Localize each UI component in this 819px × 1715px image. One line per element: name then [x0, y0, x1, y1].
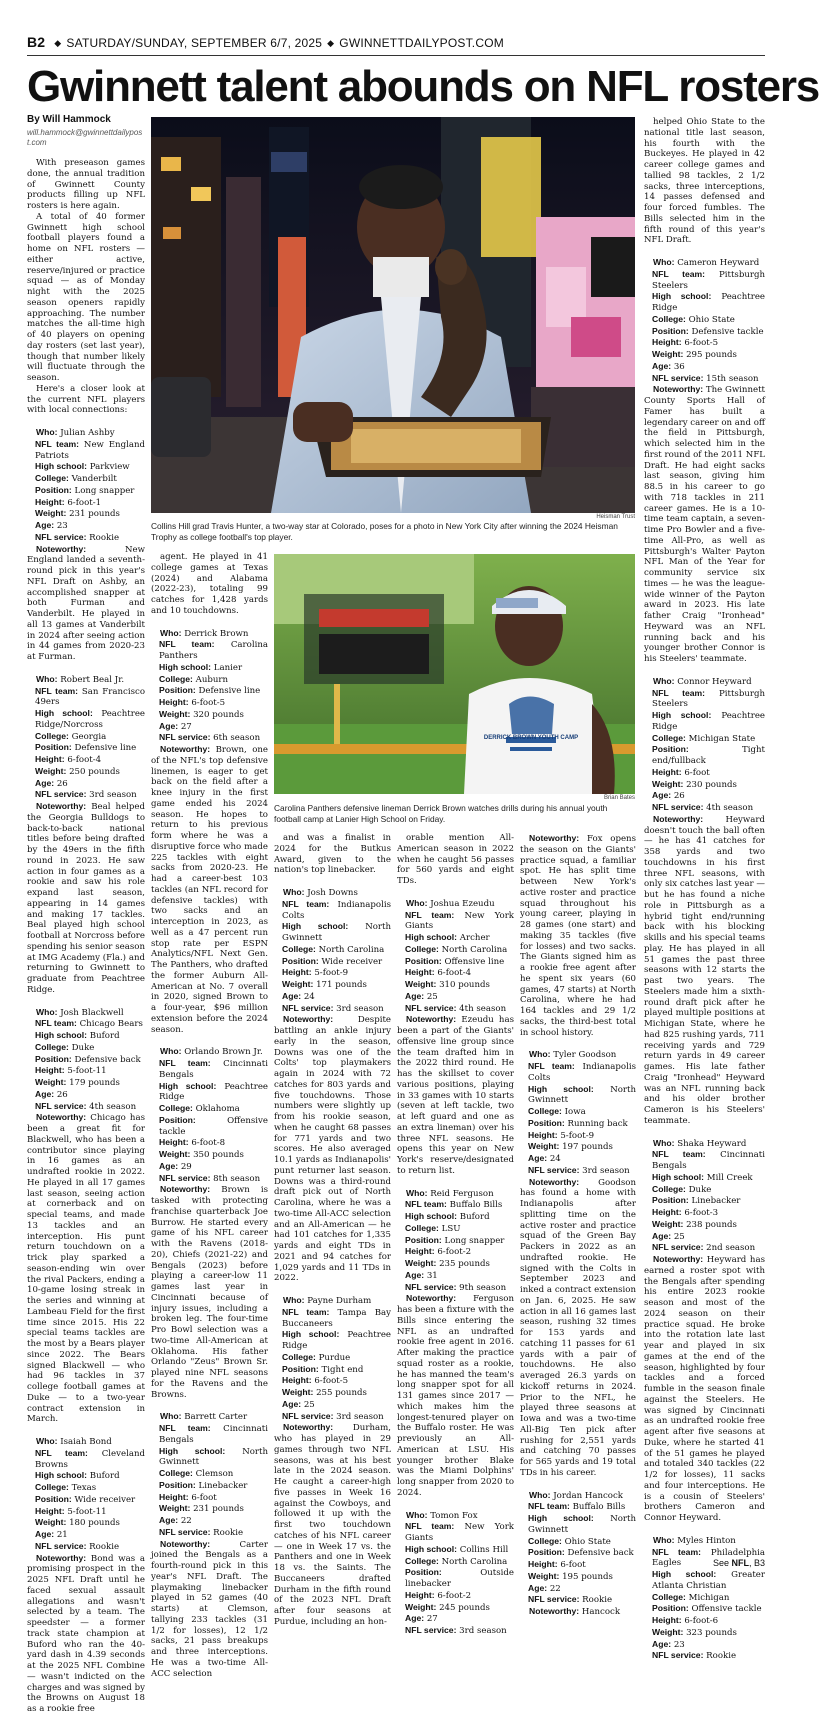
player-height: Height: 6-foot-8 — [159, 1137, 226, 1149]
player-weight: Weight: 255 pounds — [282, 1387, 367, 1398]
player-weight: Weight: 238 pounds — [652, 1218, 737, 1230]
player-team: NFL team: Carolina Panthers — [159, 639, 268, 661]
player-who: Who: Payne Durham — [283, 1295, 372, 1306]
player-college: College: Ohio State — [528, 1535, 611, 1547]
player-team: NFL team: New York Giants — [405, 909, 515, 932]
player-position: Position: Tight end/fullback — [652, 744, 765, 766]
player-weight: Weight: 295 pounds — [652, 349, 737, 360]
player-who: Who: Jordan Hancock — [529, 1489, 623, 1501]
player-height: Height: 5-foot-11 — [35, 1065, 107, 1077]
player-team: NFL team: Cincinnati Bengals — [159, 1058, 268, 1080]
player-height: Height: 6-foot — [652, 766, 710, 778]
player-position: Position: Wide receiver — [35, 1493, 136, 1505]
player-team: NFL team: Cleveland Browns — [35, 1447, 145, 1470]
player-team: NFL team: Buffalo Bills — [528, 1501, 626, 1513]
page-number: B2 — [27, 34, 46, 50]
player-who: Who: Connor Heyward — [653, 675, 752, 687]
player-weight: Weight: 350 pounds — [159, 1149, 244, 1160]
player-who: Who: Isaiah Bond — [36, 1436, 112, 1447]
player-age: Age: 24 — [282, 990, 315, 1002]
player-college: College: Oklahoma — [159, 1103, 240, 1114]
player-position: Position: Offensive tackle — [652, 1603, 762, 1615]
byline-email: will.hammock@gwinnettdailypost.com — [27, 128, 143, 147]
player-position: Position: Defensive line — [35, 742, 137, 754]
player-college: College: Iowa — [528, 1106, 586, 1117]
player-college: College: North Carolina — [405, 1555, 508, 1567]
article-paragraph: agent. He played in 41 college games at Texas (2024) and Alabama (2022-23), totaling 99 catches for 1,428 yards and 10 touchdowns. — [151, 552, 268, 616]
player-who: Who: Barrett Carter — [160, 1411, 248, 1423]
player-service: NFL service: 15th season — [652, 372, 759, 384]
player-high-school: High school: Lanier — [159, 661, 243, 673]
player-college: College: Clemson — [159, 1468, 234, 1479]
article-paragraph: orable mention All-American season in 2022 when he caught 56 passes for 560 yards and eight TDs. — [397, 833, 514, 886]
player-age: Age: 25 — [282, 1398, 315, 1410]
player-position: Position: Offensive line — [405, 955, 505, 967]
player-service: NFL service: Rookie — [652, 1650, 737, 1662]
player-high-school: High school: Buford — [405, 1211, 490, 1222]
player-noteworthy: Noteworthy: Brown, one of the NFL's top defensive linemen, is eager to get back on the field after a knee injury in the first game ended his 2024 season. He hopes to return to his previous form where he was a disruptive force who made 225 tackles with eight sacks from 2020-23. He had a career-best 103 tackles (an NFL record for defensive tackles) with two sacks and an interception in 2023, as well as a 47 percent run stop rate per ESPN Analytics/NFL Next Gen. The Panthers, who drafted the former Auburn All-American at No. 7 overall in 2020, signed Brown to a four-year, $96 million extension before the 2024 season. — [151, 744, 268, 1035]
player-height: Height: 6-foot-1 — [35, 496, 102, 508]
player-high-school: High school: Greater Atlanta Christian — [652, 1569, 765, 1591]
player-college: College: Georgia — [35, 730, 107, 742]
player-height: Height: 6-foot-5 — [159, 697, 226, 708]
player-age: Age: 36 — [652, 360, 685, 372]
player-height: Height: 6-foot-5 — [652, 337, 719, 349]
jump-target: NFL — [731, 1558, 749, 1568]
player-noteworthy: Noteworthy: Fox opens the season on the Giants' practice squad, a familiar spot. He has split time between New York's active roster and practice squad throughout his young career, playing in 28 games (one start) and making 35 tackles (five for losses) and two sacks. The Giants signed him as a rookie free agent after he spent six years (60 games, 47 starts) at North Carolina, where he had 164 tackles and 29 1/2 sacks, the third-best total in school history. — [520, 833, 637, 1038]
player-age: Age: 21 — [35, 1529, 68, 1540]
player-noteworthy: Noteworthy: Brown is tasked with protecting franchise quarterback Joe Burrow. He started every game of his NFL career with the Ravens (2018-20), Chiefs (2021-22) and Bengals (2023) before playing a career-low 11 games last year in Cincinnati because of injury issues, including a broken leg. The four-time Pro Bowl selection was a two-time All-American at Oklahoma. His father Orlando "Zeus" Brown Sr. played nine NFL seasons for the Ravens and the Browns. — [151, 1184, 268, 1400]
article-paragraph: helped Ohio State to the national title last season, his fourth with the Buckeyes. He played in 42 career college games and tallied 98 tackles, 2 1/2 sacks, three interceptions, 14 passes defensed and four forced fumbles. The Bills selected him in the fifth round of this year's NFL Draft. — [644, 117, 765, 246]
player-age: Age: 23 — [652, 1638, 685, 1650]
player-age: Age: 26 — [35, 1088, 68, 1100]
player-who: Who: Cameron Heyward — [653, 257, 760, 268]
player-high-school: High school: North Gwinnett — [159, 1445, 268, 1468]
player-age: Age: 26 — [652, 790, 685, 802]
player-team: NFL team: New England Patriots — [35, 438, 145, 461]
heisman-photo-art — [151, 117, 635, 513]
player-team: NFL team: Indianapolis Colts — [282, 898, 391, 921]
player-high-school: High school: Peachtree Ridge — [652, 710, 765, 732]
player-high-school: High school: Buford — [35, 1030, 120, 1041]
player-college: College: Duke — [35, 1041, 95, 1053]
headline: Gwinnett talent abounds on NFL rosters — [27, 62, 819, 111]
player-high-school: High school: Buford — [35, 1470, 120, 1482]
player-service: NFL service: 3rd season — [282, 1002, 384, 1014]
player-high-school: High school: Peachtree Ridge — [652, 291, 765, 313]
photo-credit: Brian Bates — [603, 795, 635, 801]
player-noteworthy: Noteworthy: Carter joined the Bengals as a fourth-round pick in this year's NFL Draft. The playmaking linebacker played in 52 games (40 starts) at Clemson, tallying 233 tackles (31 1/2 for losses), 12 1/2 sacks, 21 pass breakups and three interceptions. He was a two-time All-ACC selection — [151, 1538, 268, 1679]
player-position: Position: Defensive back — [528, 1547, 634, 1559]
player-high-school: High school: Peachtree Ridge/Norcross — [35, 708, 145, 730]
player-weight: Weight: 171 pounds — [282, 979, 367, 990]
player-position: Position: Outside linebacker — [405, 1567, 514, 1589]
player-weight: Weight: 179 pounds — [35, 1077, 120, 1088]
player-position: Position: Tight end — [282, 1363, 364, 1375]
player-college: College: Purdue — [282, 1351, 351, 1363]
player-service: NFL service: 8th season — [159, 1172, 261, 1184]
column-5 — [520, 833, 637, 1617]
player-service: NFL service: 6th season — [159, 732, 261, 744]
player-service: NFL service: 3rd season — [282, 1410, 384, 1422]
column-1 — [27, 158, 145, 1714]
player-high-school: High school: Peachtree Ridge — [159, 1080, 268, 1103]
article-paragraph: Here's a closer look at the current NFL players with local connections: — [27, 383, 145, 416]
player-who: Who: Orlando Brown Jr. — [160, 1046, 263, 1058]
player-high-school: High school: Mill Creek — [652, 1171, 753, 1183]
player-age: Age: 26 — [35, 777, 68, 789]
diamond-icon: ◆ — [54, 38, 62, 48]
player-high-school: High school: North Gwinnett — [528, 1083, 636, 1106]
player-team: NFL team: Buffalo Bills — [405, 1199, 503, 1211]
player-age: Age: 22 — [159, 1515, 192, 1526]
player-position: Position: Wide receiver — [282, 955, 383, 967]
player-position: Position: Long snapper — [405, 1234, 505, 1246]
player-position: Position: Linebacker — [159, 1479, 248, 1491]
player-weight: Weight: 323 pounds — [652, 1626, 737, 1638]
player-position: Position: Defensive line — [159, 685, 261, 697]
article-paragraph: A total of 40 former Gwinnett high school football players found a home on NFL rosters — either active, reserve/injured or practice squad — as of Monday night with the 2025 season openers rapidly approaching. The number matches the all-time high of 40 players on opening day rosters (set last year), though that number likely will fluctuate through the season. — [27, 211, 145, 383]
player-who: Who: Josh Downs — [283, 887, 358, 898]
player-college: College: Michigan State — [652, 732, 756, 744]
player-position: Position: Running back — [528, 1117, 628, 1129]
player-high-school: High school: Archer — [405, 932, 490, 943]
player-weight: Weight: 320 pounds — [159, 708, 244, 720]
masthead — [27, 34, 765, 54]
player-noteworthy: Noteworthy: Bond was a promising prospect in the 2025 NFL Draft until he faced sexual assault allegations and wasn't selected by a team. The speedster — a former track state champion at Buford who ran the 40-yard dash in 4.39 seconds at the 2025 NFL Combine — wasn't indicted on the charges and was signed by the Browns on August 18 as a rookie free — [27, 1552, 145, 1714]
player-high-school: High school: Collins Hill — [405, 1543, 509, 1555]
jump-page: , B3 — [748, 1558, 765, 1568]
player-college: College: LSU — [405, 1222, 461, 1234]
player-noteworthy: Noteworthy: The Gwinnett County Sports Hall of Famer has built a legendary career on and off the field in Pittsburgh, which selected him in the first round of the 2011 NFL Draft. He had eight sacks last season, giving him 88.5 in his career to go with 718 tackles in 211 career games. He is a 10-time team captain, a seven-time Pro Bowler and a five-time All-Pro, as well as Pittsburgh's Walter Payton NFL Man of the Year for community service six times — he was the league-wide winner of the Payton award in 2023. His late father Craig "Ironhead" Heyward was an NFL running back and his younger brother Connor is his Steelers' teammate. — [644, 384, 765, 664]
player-college: College: Vanderbilt — [35, 473, 117, 484]
player-height: Height: 6-foot-5 — [282, 1375, 349, 1387]
player-weight: Weight: 231 pounds — [35, 508, 120, 520]
player-position: Position: Long snapper — [35, 484, 135, 496]
player-age: Age: 24 — [528, 1153, 561, 1164]
player-who: Who: Tyler Goodson — [529, 1049, 617, 1061]
player-service: NFL service: Rookie — [35, 531, 120, 543]
derrick-brown-photo — [274, 554, 635, 794]
player-service: NFL service: Rookie — [159, 1526, 244, 1538]
player-service: NFL service: 4th season — [652, 802, 754, 813]
player-age: Age: 25 — [405, 990, 438, 1002]
player-position: Position: Defensive back — [35, 1053, 141, 1065]
player-height: Height: 6-foot-2 — [405, 1589, 472, 1601]
column-4 — [397, 833, 515, 1636]
player-who: Who: Shaka Heyward — [653, 1137, 747, 1149]
player-weight: Weight: 250 pounds — [35, 765, 120, 777]
photo-caption: Collins Hill grad Travis Hunter, a two-way star at Colorado, poses for a photo in New York City after winning the 2024 Heisman Trophy as college football's top player. — [151, 521, 618, 542]
masthead-rule — [27, 55, 765, 56]
player-noteworthy: Noteworthy: Chicago has been a great fit for Blackwell, who has been a contributor since playing in 16 games as an undrafted rookie in 2022. He played in all 17 games last season, seeing action at cornerback and on special teams, and made 13 tackles and an interception. His punt return touchdown on a trick play sparked a season-ending win over the rival Packers, ending a 10-game losing streak in the series and winning at Lambeau Field for the first time since 2015. His 22 special teams tackles are the most by a Bears player since 2022. The Bears signed Blackwell — who had 96 tackles in 37 college football games at Duke — to a two-year contract extension in March. — [27, 1112, 145, 1425]
player-noteworthy: Noteworthy: Durham, who has played in 29 games through two NFL seasons, was at his best late in the 2024 season. He caught a career-high five passes in Week 16 against the Cowboys, and followed it up with the first two touchdown catches of his NFL career — one in Week 17 vs. the Panthers and one in Week 18 vs. the Saints. The Buccaneers drafted Durham in the fifth round of the 2023 NFL Draft after four seasons at Purdue, including an hon- — [274, 1422, 391, 1627]
issue-date: SATURDAY/SUNDAY, SEPTEMBER 6/7, 2025 — [66, 36, 323, 50]
player-height: Height: 6-foot-4 — [405, 967, 472, 979]
player-high-school: High school: North Gwinnett — [282, 921, 391, 943]
player-height: Height: 6-foot-3 — [652, 1207, 719, 1218]
player-team: NFL team: New York Giants — [405, 1521, 515, 1543]
player-position: Position: Offensive tackle — [159, 1114, 268, 1137]
player-service: NFL service: 2nd season — [652, 1242, 756, 1254]
player-noteworthy: Noteworthy: Despite battling an ankle injury early in the season, Downs was one of the Colts' top playmakers again in 2024 with 72 catches for 803 yards and five touchdowns. Those numbers were slightly up from his rookie season, when he caught 68 passes for 771 yards and two scores. He also averaged 10.1 yards as Indianapolis' punt returner last season. Downs was a third-round draft pick out of North Carolina, where he was a two-time All-ACC selection and an All-American — he had 101 catches for 1,335 yards and eight TDs in 2021 and 94 catches for 1,029 yards and 11 TDs in 2022. — [274, 1014, 391, 1284]
site-url: GWINNETTDAILYPOST.COM — [339, 36, 504, 50]
player-weight: Weight: 195 pounds — [528, 1570, 613, 1582]
player-team: NFL team: San Francisco 49ers — [35, 685, 145, 708]
player-who: Who: Robert Beal Jr. — [36, 673, 125, 685]
player-noteworthy: Noteworthy: Ferguson has been a fixture with the Bills since entering the NFL as an undrafted rookie free agent in 2016. After making the practice squad roster as a rookie, he has manned the team's long snapper spot for all 131 games since 2017 — which makes him the longest-tenured player on the Buffalo roster. He was previously an All-American at LSU. His younger brother Blake was the Miami Dolphins' long snapper from 2020 to 2024. — [397, 1293, 514, 1498]
player-college: College: Michigan — [652, 1591, 730, 1603]
player-height: Height: 5-foot-11 — [35, 1505, 107, 1517]
player-college: College: Auburn — [159, 673, 229, 685]
derrick-brown-photo-art — [274, 554, 635, 794]
player-team: NFL team: Pittsburgh Steelers — [652, 687, 765, 710]
player-age: Age: 22 — [528, 1582, 561, 1594]
player-position: Position: Linebacker — [652, 1195, 741, 1207]
article-paragraph: With preseason games done, the annual tradition of Gwinnett County products filling up NFL rosters is here again. — [27, 158, 145, 211]
player-team: NFL team: Indianapolis Colts — [528, 1061, 636, 1083]
player-college: College: Duke — [652, 1183, 712, 1195]
player-weight: Weight: 235 pounds — [405, 1258, 490, 1269]
photo-caption: Carolina Panthers defensive lineman Derrick Brown watches drills during his annual youth football camp at Lanier High School on Friday. — [274, 803, 608, 824]
jump-see: See — [712, 1558, 732, 1568]
player-team: NFL team: Cincinnati Bengals — [652, 1149, 765, 1171]
player-service: NFL service: 3rd season — [528, 1164, 630, 1176]
player-who: Who: Tomon Fox — [406, 1509, 478, 1521]
column-2 — [151, 552, 268, 1679]
player-team: NFL team: Philadelphia Eagles — [652, 1546, 765, 1569]
player-height: Height: 6-foot-2 — [405, 1246, 472, 1258]
player-high-school: High school: Peachtree Ridge — [282, 1329, 391, 1351]
player-service: NFL service: 9th season — [405, 1281, 507, 1293]
player-age: Age: 27 — [405, 1613, 438, 1625]
player-team: NFL team: Pittsburgh Steelers — [652, 268, 765, 291]
player-team: NFL team: Cincinnati Bengals — [159, 1423, 268, 1445]
player-weight: Weight: 310 pounds — [405, 979, 490, 990]
player-noteworthy: Noteworthy: Ezeudu has been a part of the Giants' offensive line group since the team drafted him in the 2022 third round. He has the skillset to cover various positions, playing in 33 games with 10 starts (seven at left tackle, two at left guard and one as an extra lineman) over his three NFL seasons. He opens this year on New York's reserve/designated to return list. — [397, 1014, 514, 1176]
player-age: Age: 23 — [35, 520, 68, 531]
player-noteworthy: Noteworthy: Beal helped the Georgia Bulldogs to back-to-back national titles before being drafted by the 49ers in the fifth round in 2023. He saw action in four games as a rookie and saw his role expand last season, appearing in 14 games and making 17 tackles. Beal played high school football at Norcross before spending his senior season at IMG Academy (Fla.) and returning to Gwinnett to graduate from Peachtree Ridge. — [27, 801, 145, 995]
player-who: Who: Reid Ferguson — [406, 1187, 494, 1199]
player-team: NFL team: Chicago Bears — [35, 1018, 143, 1030]
player-service: NFL service: 4th season — [35, 1100, 137, 1112]
photo-credit: Heisman Trust — [596, 514, 635, 520]
player-height: Height: 5-foot-9 — [528, 1129, 595, 1141]
player-noteworthy: Noteworthy: New England landed a seventh-round pick in this year's NFL Draft on Ashby, an accomplished snapper at both Furman and Vanderbilt. He played in all 13 games at Vanderbilt in 2024 after seeing action in 44 games from 2020-23 at Furman. — [27, 543, 145, 662]
player-noteworthy: Noteworthy: Hancock — [529, 1606, 621, 1617]
jump-line — [713, 1558, 765, 1568]
player-high-school: High school: Parkview — [35, 461, 130, 473]
player-college: College: North Carolina — [282, 943, 385, 955]
shirt-text: DERRICK BROWN YOUTH CAMP — [483, 735, 579, 741]
player-age: Age: 27 — [159, 720, 192, 732]
player-age: Age: 31 — [405, 1269, 438, 1281]
byline — [27, 114, 145, 148]
player-height: Height: 6-foot — [159, 1491, 217, 1503]
player-noteworthy: Noteworthy: Goodson has found a home with Indianapolis after splitting time on the active roster and practice squad of the Green Bay Packers in 2022 as an undrafted rookie. He signed with the Colts in September 2023 and inked a contract extension on Jan. 6, 2025. He saw action in all 16 games last season, rushing 32 times for 153 yards and catching 11 passes for 61 yards with a pair of touchdowns. He also averaged 26.3 yards on kickoff returns in 2024. Prior to the NFL, he played three seasons at Iowa and was a two-time All-Big Ten pick after rushing for 2,551 yards and catching 70 passes for 565 yards and 19 total TDs in his career. — [520, 1176, 636, 1478]
player-position: Position: Defensive tackle — [652, 325, 764, 337]
player-noteworthy: Noteworthy: Heyward has earned a roster spot with the Bengals after spending his entire 2023 rookie season and most of the 2024 season on their practice squad. He broke into the rotation late last year and played in six games at the end of the season, highlighted by four tackles and a forced fumble in the season finale against the Steelers. He was signed by Cincinnati as an undrafted rookie free agent after five seasons at Duke, where he started 41 of the 51 games he played and totaled 340 tackles (22 1/2 for losses), 11 sacks and four interceptions. He is a cousin of Steelers' brothers Cameron and Connor Heyward. — [644, 1254, 766, 1523]
player-college: College: Texas — [35, 1482, 97, 1493]
player-team: NFL team: Tampa Bay Buccaneers — [282, 1306, 391, 1329]
player-weight: Weight: 180 pounds — [35, 1517, 120, 1529]
player-age: Age: 25 — [652, 1230, 685, 1242]
player-height: Height: 6-foot — [528, 1559, 586, 1570]
article-paragraph: and was a finalist in 2024 for the Butkus Award, given to the nation's top linebacker. — [274, 833, 391, 876]
player-weight: Weight: 230 pounds — [652, 778, 737, 790]
player-weight: Weight: 231 pounds — [159, 1503, 244, 1515]
player-who: Who: Derrick Brown — [160, 627, 249, 639]
player-service: NFL service: Rookie — [35, 1540, 120, 1552]
player-who: Who: Josh Blackwell — [36, 1006, 124, 1018]
player-noteworthy: Noteworthy: Heyward doesn't touch the ball often — he has 41 catches for 358 yards and two touchdowns in his first three NFL seasons, with only six catches last year — but he has found a niche role in Pittsburgh as a hybrid tight end/running back with his blocking skills and his special teams play. He has played in all 51 games the past three seasons with 12 starts the past two years. The Steelers made him a sixth-round draft pick after he played multiple positions at Michigan State, where he had 825 rushing yards, 711 receiving yards and 729 return yards in 49 career games. His late father Craig "Ironhead" Heyward was an NFL running back and his older brother Cameron is his Steelers' teammate. — [644, 813, 765, 1126]
player-who: Who: Myles Hinton — [653, 1534, 736, 1546]
column-3 — [274, 833, 391, 1627]
player-service: NFL service: 3rd season — [405, 1625, 507, 1636]
player-who: Who: Julian Ashby — [36, 427, 115, 438]
byline-author: By Will Hammock — [27, 114, 111, 125]
player-service: NFL service: Rookie — [528, 1594, 613, 1606]
player-height: Height: 6-foot-6 — [652, 1615, 719, 1626]
player-height: Height: 5-foot-9 — [282, 967, 349, 979]
diamond-icon: ◆ — [327, 38, 335, 48]
player-service: NFL service: 3rd season — [35, 789, 137, 801]
player-who: Who: Joshua Ezeudu — [406, 897, 495, 909]
player-age: Age: 29 — [159, 1160, 192, 1172]
player-college: College: Ohio State — [652, 313, 735, 325]
player-weight: Weight: 245 pounds — [405, 1601, 490, 1613]
player-high-school: High school: North Gwinnett — [528, 1513, 636, 1535]
player-weight: Weight: 197 pounds — [528, 1141, 613, 1153]
player-college: College: North Carolina — [405, 943, 508, 955]
player-service: NFL service: 4th season — [405, 1002, 507, 1014]
player-height: Height: 6-foot-4 — [35, 754, 102, 765]
heisman-photo — [151, 117, 635, 513]
